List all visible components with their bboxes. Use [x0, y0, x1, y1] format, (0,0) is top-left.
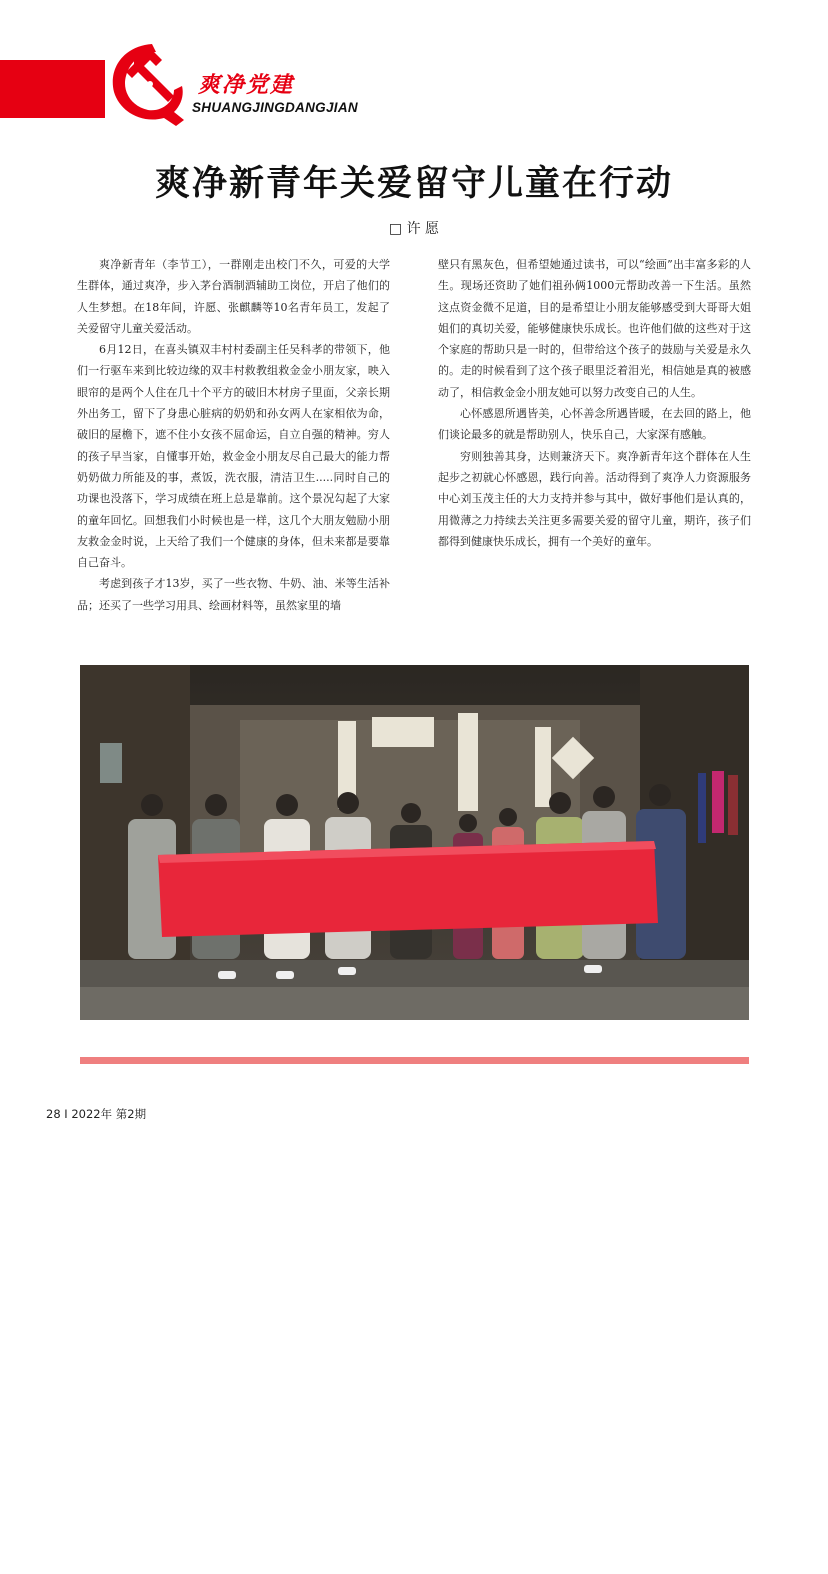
- page-footer: 28 I 2022年 第2期: [46, 1107, 147, 1121]
- article-column-right: [438, 254, 751, 552]
- article-paragraph: 心怀感恩所遇皆美，心怀善念所遇皆暖，在去回的路上，他们谈论最多的就是帮助别人，快乐自己，大家深有感触。: [438, 407, 751, 442]
- article-column-left: [77, 254, 390, 616]
- article-author: □ 许 愿: [388, 221, 440, 237]
- group-photo-illustration: [80, 665, 749, 1020]
- article-paragraph: 6月12日，在喜头镇双丰村村委副主任吴科孝的带领下，他们一行驱车来到比较边缘的双丰村救教组救金金小朋友家，映入眼帘的是两个人住在几十个平方的破旧木材房子里面，父亲长期外出务工，留下了身患心脏病的奶奶和孙女两人在家相依为命，破旧的屋檐下，遮不住小女孩不屈命运，自立自强的精神。穷人的孩子早当家，自懂事开始，救金金小朋友尽自己最大的能力帮奶奶做力所能及的事，煮饭，洗衣服，清洁卫生.....同时自己的功课也没落下，学习成绩在班上总是靠前。这个景况勾起了大家的童年回忆。回想我们小时候也是一样，这几个大朋友勉励小朋友救金金时说，上天给了我们一个健康的身体，但未来都是要靠自己奋斗。: [77, 343, 390, 570]
- article-paragraph: 爽净新青年（李节工），一群刚走出校门不久，可爱的大学生群体，通过爽净，步入茅台酒制酒辅助工岗位，开启了他们的人生梦想。在18年间，许愿、张麒麟等10名青年员工，发起了关爱留守儿童关爱活动。: [77, 258, 390, 335]
- article-paragraph: 考虑到孩子才13岁，买了一些衣物、牛奶、油、米等生活补品；还买了一些学习用具、绘画材料等，虽然家里的墙: [77, 577, 390, 612]
- section-title-en: SHUANGJINGDANGJIAN: [192, 100, 358, 115]
- header-red-bar: [0, 60, 105, 118]
- section-title-cn: 爽净党建: [198, 73, 295, 98]
- article-paragraph: 壁只有黑灰色，但希望她通过读书，可以“绘画”出丰富多彩的人生。现场还资助了她们祖孙俩1000元帮助改善一下生活。虽然这点资金微不足道，目的是希望让小朋友能够感受到大哥哥大姐姐们的真切关爱，能够健康快乐成长。也许他们做的这些对于这个家庭的帮助只是一时的，但带给这个孩子的鼓励与关爱是永久的。走的时候看到了这个孩子眼里泛着泪光，相信她是真的被感动了，相信救金金小朋友她可以努力改变自己的人生。: [438, 258, 751, 399]
- article-paragraph: 穷则独善其身，达则兼济天下。爽净新青年这个群体在人生起步之初就心怀感恩，践行向善。活动得到了爽净人力资源服务中心刘玉茂主任的大力支持并参与其中，做好事他们是认真的，用微薄之力持续去关注更多需要关爱的留守儿童，期许，孩子们都得到健康快乐成长，拥有一个美好的童年。: [438, 449, 751, 548]
- article-title: 爽净新青年关爱留守儿童在行动: [154, 163, 673, 204]
- bottom-divider: [80, 1057, 749, 1064]
- party-emblem-icon: [104, 40, 186, 126]
- photo-banner-text: 爽净新青年关爱留守儿童我们在行动: [269, 1527, 687, 1573]
